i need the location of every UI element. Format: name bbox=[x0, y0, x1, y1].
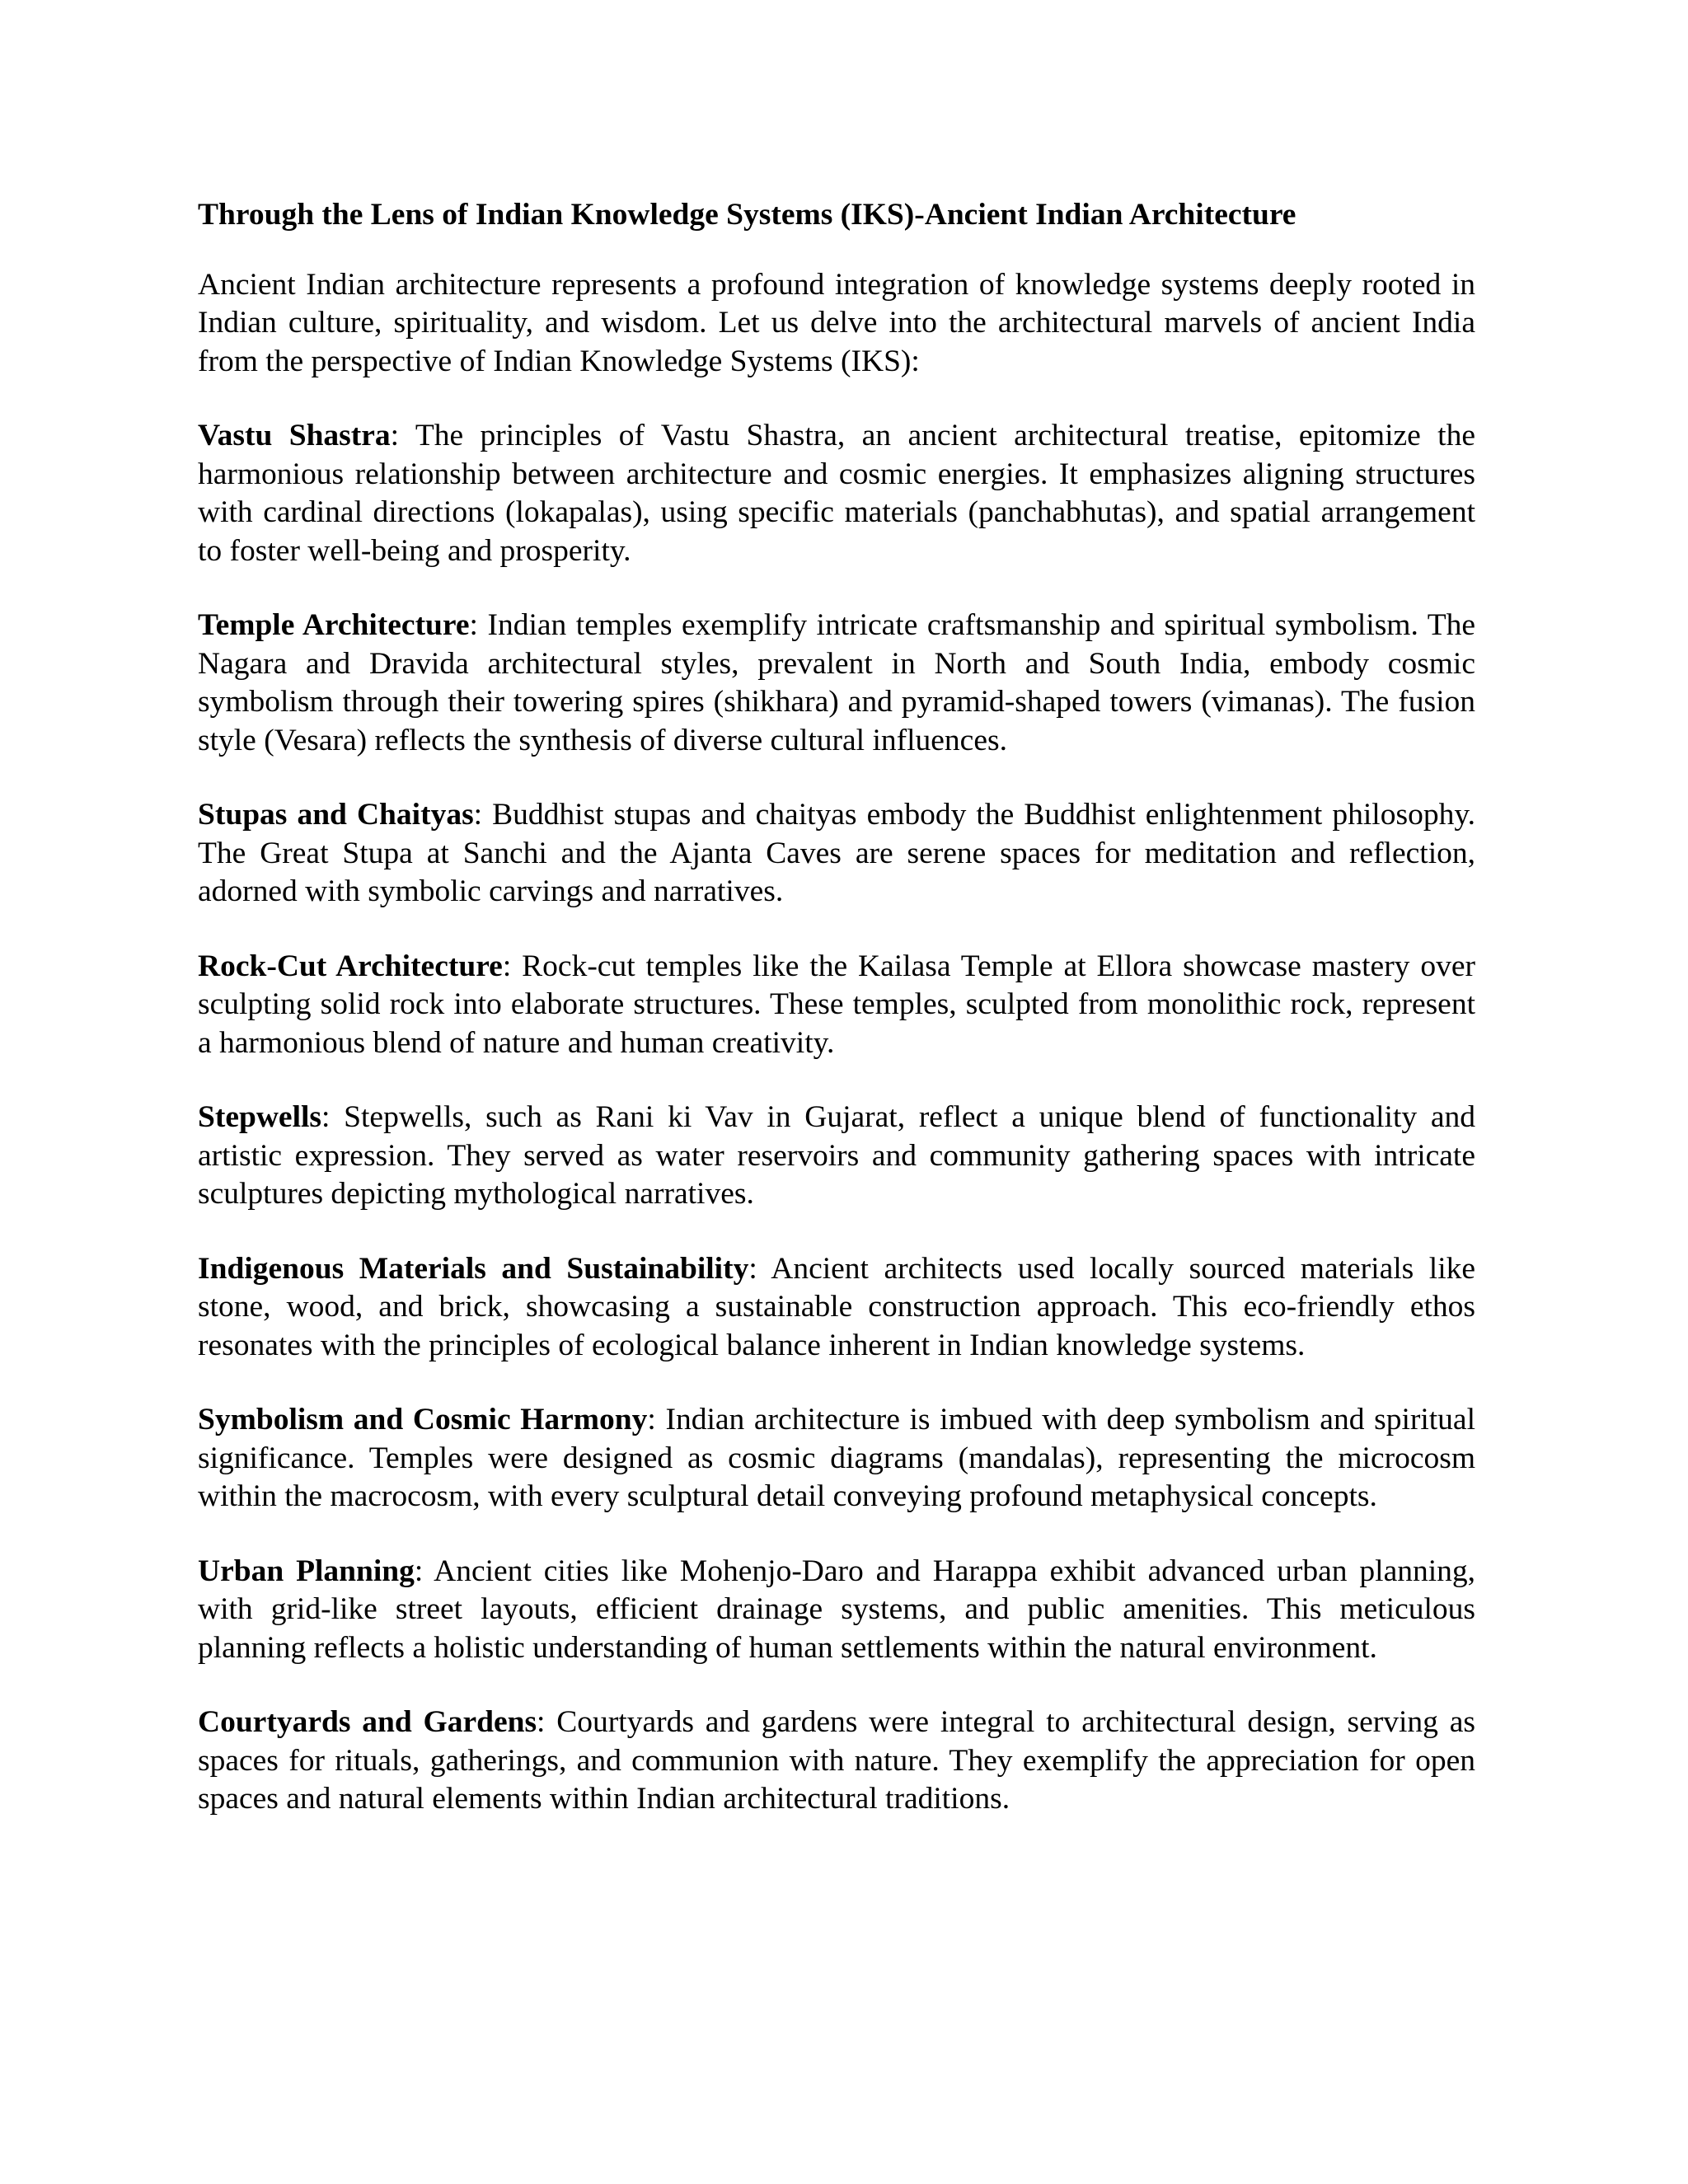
section-text: : Ancient cities like Mohenjo-Daro and Harappa exhibit advanced urban planning, with grid-like street layouts, efficient drainage systems, and public amenities. This meticulous planning reflects a holistic understanding of human settlements within the natural environment. bbox=[198, 1554, 1476, 1665]
section-text: : Ancient architects used locally sourced materials like stone, wood, and brick, showcasing a sustainable construction approach. This eco-friendly ethos resonates with the principles of ecological balance inherent in Indian knowledge systems. bbox=[198, 1251, 1476, 1362]
section-text: : Stepwells, such as Rani ki Vav in Gujarat, reflect a unique blend of functionality and artistic expression. They served as water reservoirs and community gathering spaces with intricate sculptures depicting mythological narratives. bbox=[198, 1100, 1475, 1211]
section-term: Symbolism and Cosmic Harmony bbox=[198, 1403, 648, 1436]
section-indigenous-materials bbox=[198, 1250, 1475, 1366]
section-stupas-and-chaityas bbox=[198, 796, 1475, 912]
section-term: Urban Planning bbox=[198, 1554, 415, 1588]
section-text: : The principles of Vastu Shastra, an ancient architectural treatise, epitomize the harmonious relationship between architecture and cosmic energies. It emphasizes aligning structures with cardinal directions (lokapalas), using specific materials (panchabhutas), and spatial arrangement to foster well-being and prosperity. bbox=[198, 419, 1476, 568]
section-term: Temple Architecture bbox=[198, 608, 470, 642]
section-text: : Buddhist stupas and chaityas embody the Buddhist enlightenment philosophy. The Great Stupa at Sanchi and the Ajanta Caves are serene spaces for meditation and reflection, adorned with symbolic carvings and narratives. bbox=[198, 798, 1476, 908]
section-term: Vastu Shastra bbox=[198, 419, 391, 452]
section-temple-architecture bbox=[198, 607, 1475, 760]
section-term: Stepwells bbox=[198, 1100, 321, 1134]
section-text: : Courtyards and gardens were integral to architectural design, serving as spaces for rituals, gatherings, and communion with nature. They exemplify the appreciation for open spaces and natural elements within Indian architectural traditions. bbox=[198, 1705, 1475, 1816]
section-term: Stupas and Chaityas bbox=[198, 798, 474, 832]
section-text: : Indian architecture is imbued with deep symbolism and spiritual significance. Temples were designed as cosmic diagrams (mandalas), representing the microcosm within the macrocosm, with every sculptural detail conveying profound metaphysical concepts. bbox=[198, 1403, 1475, 1513]
section-rock-cut-architecture bbox=[198, 948, 1475, 1063]
section-vastu-shastra bbox=[198, 417, 1475, 570]
document-page bbox=[198, 196, 1475, 1855]
section-stepwells bbox=[198, 1099, 1475, 1214]
section-courtyards-and-gardens bbox=[198, 1704, 1475, 1819]
section-text: : Rock-cut temples like the Kailasa Temple at Ellora showcase mastery over sculpting solid rock into elaborate structures. These temples, sculpted from monolithic rock, represent a harmonious blend of nature and human creativity. bbox=[198, 949, 1475, 1060]
section-text: : Indian temples exemplify intricate craftsmanship and spiritual symbolism. The Nagara and Dravida architectural styles, prevalent in North and South India, embody cosmic symbolism through their towering spires (shikhara) and pyramid-shaped towers (vimanas). The fusion style (Vesara) reflects the synthesis of diverse cultural influences. bbox=[198, 608, 1475, 757]
section-term: Courtyards and Gardens bbox=[198, 1705, 537, 1739]
section-symbolism-cosmic-harmony bbox=[198, 1401, 1475, 1516]
document-title: Through the Lens of Indian Knowledge Systems (IKS)-Ancient Indian Architecture bbox=[198, 198, 1296, 232]
section-term: Indigenous Materials and Sustainability bbox=[198, 1251, 749, 1286]
intro-paragraph: Ancient Indian architecture represents a profound integration of knowledge systems deeply rooted in Indian culture, spirituality, and wisdom. Let us delve into the architectural marvels of ancient India from the perspective of Indian Knowledge Systems (IKS): bbox=[198, 267, 1475, 378]
section-urban-planning bbox=[198, 1553, 1475, 1668]
section-term: Rock-Cut Architecture bbox=[198, 949, 503, 983]
